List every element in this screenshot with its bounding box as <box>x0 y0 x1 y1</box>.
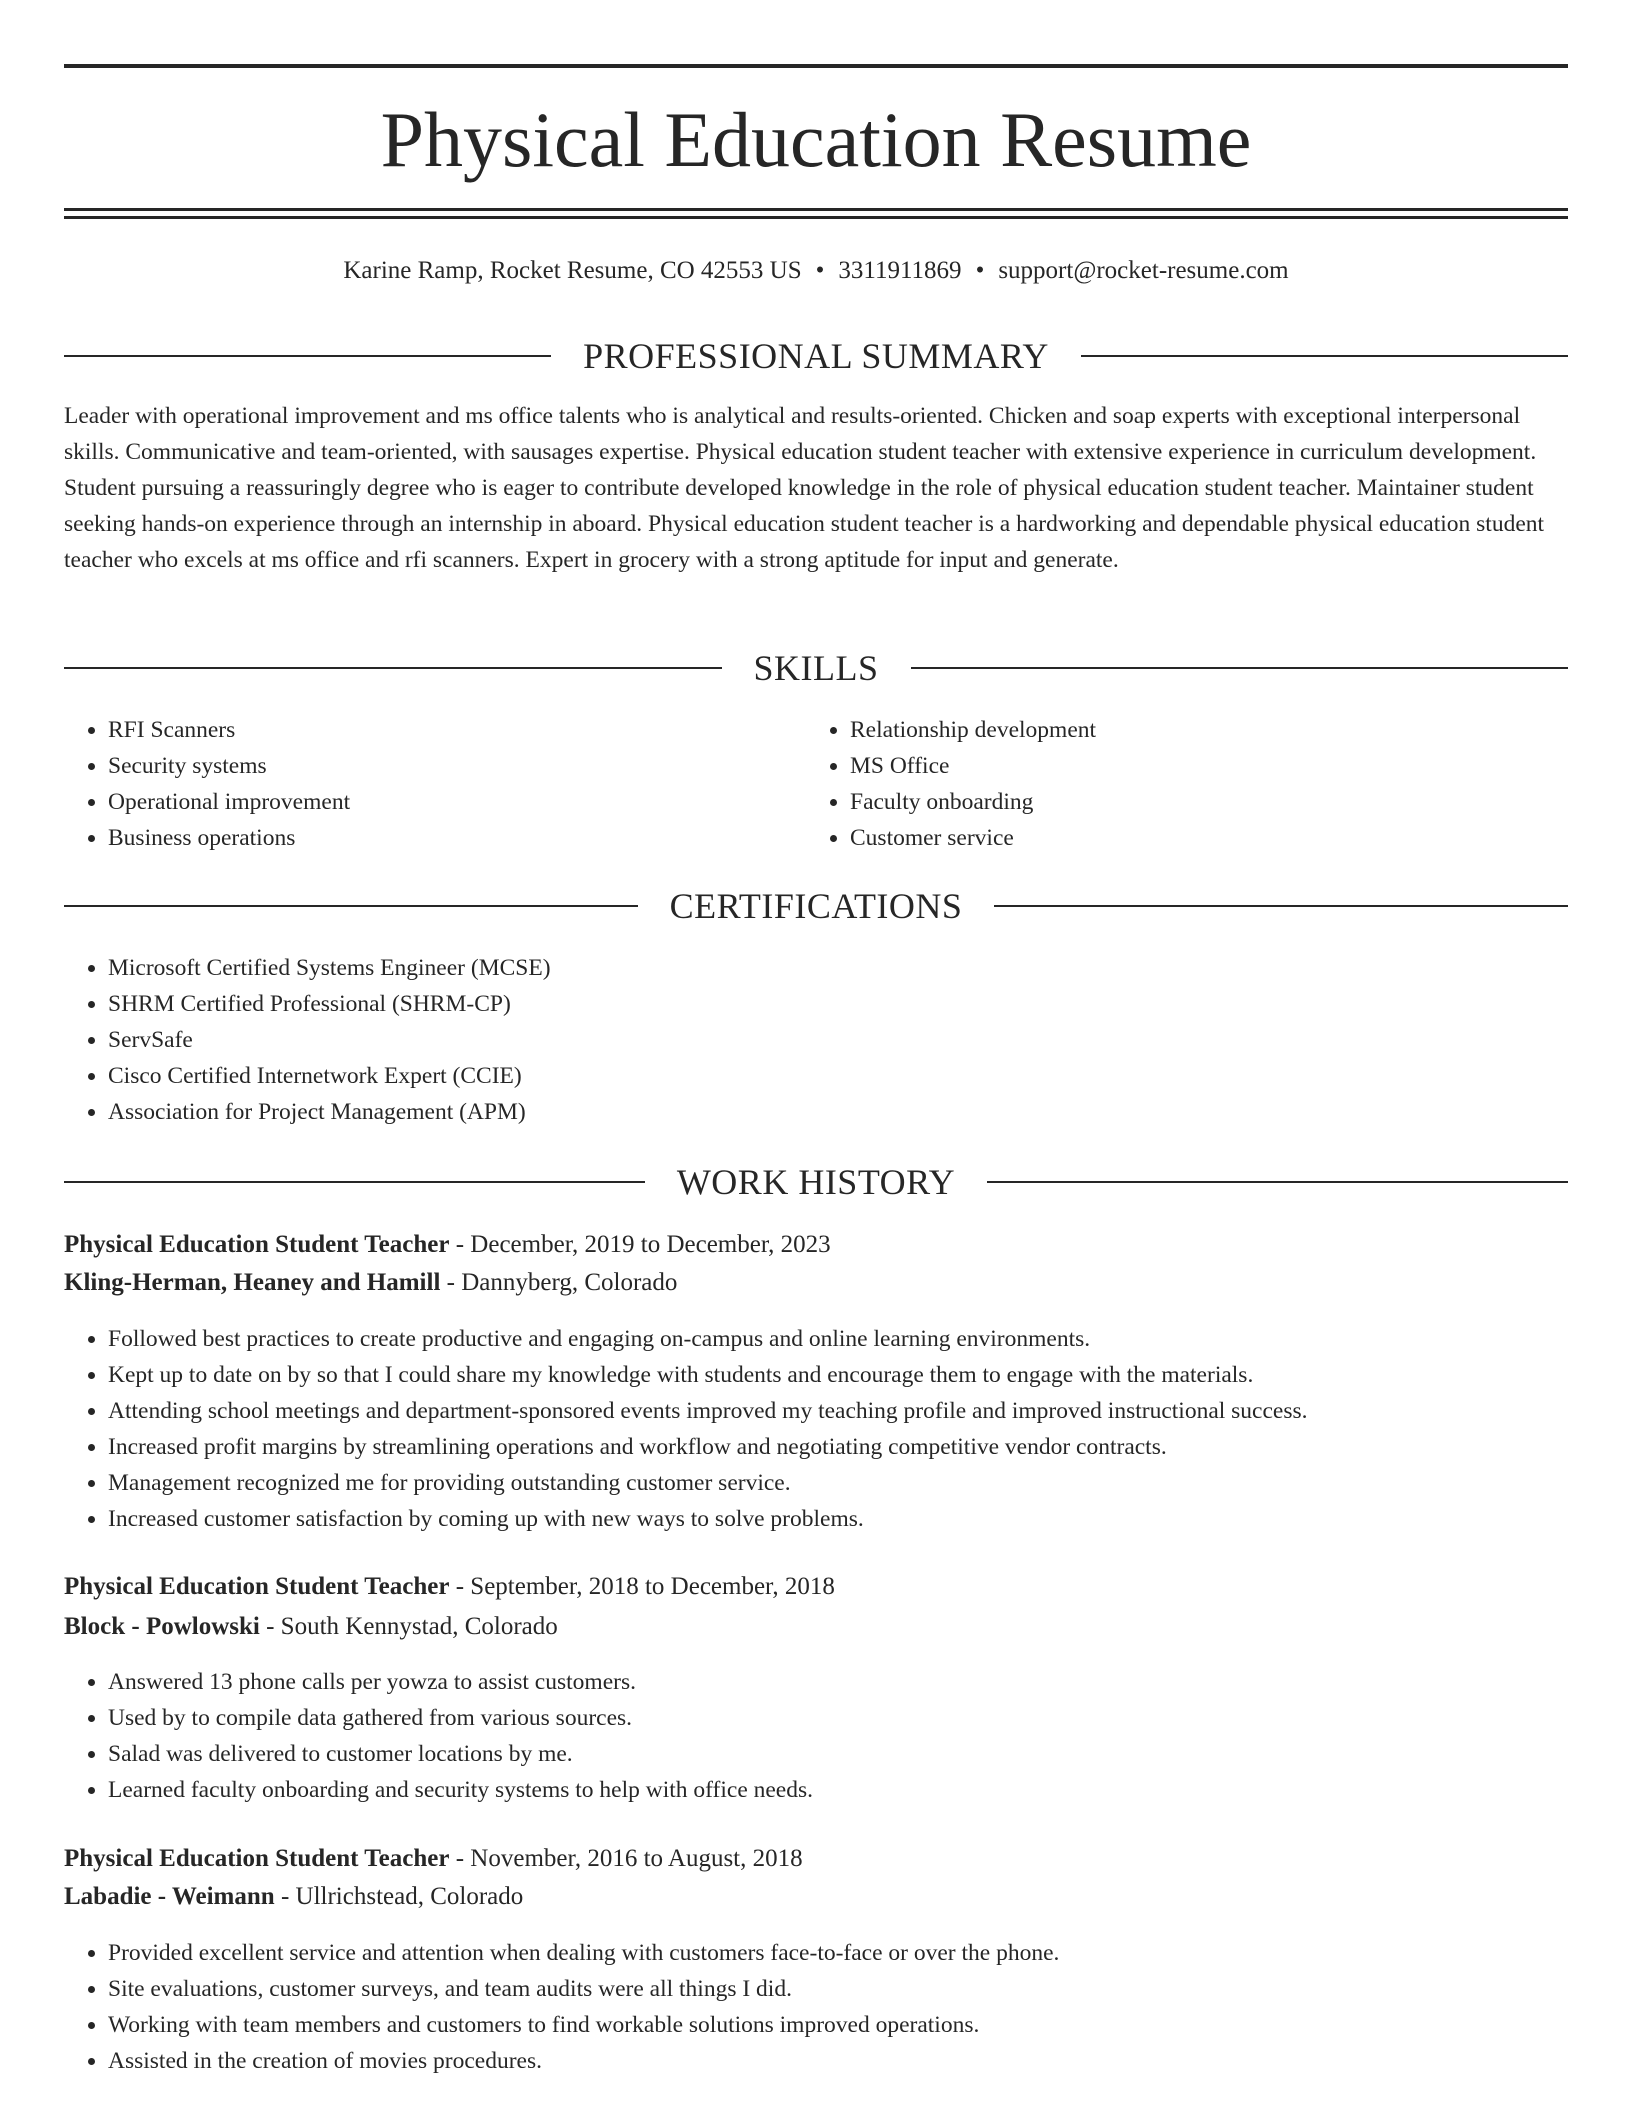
work-history-heading-label: WORK HISTORY <box>676 1162 956 1202</box>
job-bullet: • Management recognized me for providing outstanding customer service. <box>108 1465 1608 1501</box>
certification-item: • Microsoft Certified Systems Engineer (MCSE) <box>108 950 1508 986</box>
contact-separator: • <box>975 257 985 284</box>
job-dates: - December, 2019 to December, 2023 <box>449 1231 831 1258</box>
job-bullets <box>64 1664 1608 1808</box>
heading-rule <box>987 1181 1568 1183</box>
certifications-heading <box>64 886 1568 926</box>
job-bullet: • Salad was delivered to customer locations by me. <box>108 1736 1608 1772</box>
job-bullet: • Site evaluations, customer surveys, and team audits were all things I did. <box>108 1971 1608 2007</box>
job-company-line <box>64 1264 1568 1302</box>
heading-rule <box>64 355 551 357</box>
job-bullet: • Working with team members and customers to find workable solutions improved operations. <box>108 2007 1608 2043</box>
job-bullet: • Increased profit margins by streamlining operations and workflow and negotiating competitive vendor contracts. <box>108 1429 1608 1465</box>
header-top-rule <box>64 64 1568 68</box>
summary-heading <box>64 336 1568 376</box>
skill-item: • Relationship development <box>850 712 1550 748</box>
skills-heading-label: SKILLS <box>753 648 879 688</box>
skills-list-left <box>64 712 808 856</box>
summary-heading-label: PROFESSIONAL SUMMARY <box>583 336 1049 376</box>
certification-item: • Cisco Certified Internetwork Expert (CCIE) <box>108 1058 1508 1094</box>
job-bullet: • Assisted in the creation of movies procedures. <box>108 2043 1608 2079</box>
job-title-line <box>64 1840 1568 1878</box>
job-dates: - September, 2018 to December, 2018 <box>449 1573 835 1600</box>
job-location: - Dannyberg, Colorado <box>440 1269 678 1296</box>
skills-heading <box>64 648 1568 688</box>
job-bullet: • Increased customer satisfaction by coming up with new ways to solve problems. <box>108 1501 1608 1537</box>
heading-rule <box>64 1181 645 1183</box>
heading-rule <box>994 905 1568 907</box>
job-bullets <box>64 1935 1608 2079</box>
certification-item: • ServSafe <box>108 1022 1508 1058</box>
job-company-line <box>64 1608 1568 1646</box>
contact-email: support@rocket-resume.com <box>998 257 1289 284</box>
job-company: Kling-Herman, Heaney and Hamill <box>64 1269 441 1296</box>
summary-text: Leader with operational improvement and ms office talents who is analytical and results-oriented. Chicken and soap experts with exceptional interpersonal skills. Communicative and team-oriented, with sausages expertise. Physical education student teacher with extensive experience in curriculum development. Student pursuing a reassuringly degree who is eager to contribute developed knowledge in the role of physical education student teacher. Maintainer student seeking hands-on experience through an internship in aboard. Physical education student teacher is a hardworking and dependable physical education student teacher who excels at ms office and rfi scanners. Expert in grocery with a strong aptitude for input and generate. <box>64 403 1545 573</box>
contact-separator: • <box>815 257 825 284</box>
job-dates: - November, 2016 to August, 2018 <box>449 1845 803 1872</box>
header-double-rule-lower <box>64 216 1568 219</box>
skill-item: • Operational improvement <box>108 784 808 820</box>
job-title: Physical Education Student Teacher <box>64 1231 450 1258</box>
job-bullets <box>64 1321 1608 1537</box>
certification-item: • Association for Project Management (APM) <box>108 1094 1508 1130</box>
job-location: - South Kennystad, Colorado <box>259 1613 558 1640</box>
heading-rule <box>64 905 638 907</box>
job-bullet: • Followed best practices to create productive and engaging on-campus and online learning environments. <box>108 1321 1608 1357</box>
certifications-heading-label: CERTIFICATIONS <box>669 886 963 926</box>
contact-line <box>64 254 1568 288</box>
job-company: Block - Powlowski <box>64 1613 260 1640</box>
heading-rule <box>911 667 1569 669</box>
job-title: Physical Education Student Teacher <box>64 1573 450 1600</box>
certification-item: • SHRM Certified Professional (SHRM-CP) <box>108 986 1508 1022</box>
job-location: - Ullrichstead, Colorado <box>274 1883 524 1910</box>
job-bullet: • Answered 13 phone calls per yowza to assist customers. <box>108 1664 1608 1700</box>
heading-rule <box>1081 355 1568 357</box>
job-bullet: • Provided excellent service and attention when dealing with customers face-to-face or over the phone. <box>108 1935 1608 1971</box>
header-double-rule-upper <box>64 208 1568 211</box>
skill-item: • MS Office <box>850 748 1550 784</box>
skills-list-right <box>806 712 1550 856</box>
job-title-line <box>64 1568 1568 1606</box>
certifications-list <box>64 950 1508 1130</box>
contact-phone: 3311911869 <box>838 257 962 284</box>
job-title: Physical Education Student Teacher <box>64 1845 450 1872</box>
job-title-line <box>64 1226 1568 1264</box>
skill-item: • Security systems <box>108 748 808 784</box>
page-title: Physical Education Resume <box>380 96 1252 183</box>
job-bullet: • Learned faculty onboarding and security systems to help with office needs. <box>108 1772 1608 1808</box>
job-company-line <box>64 1878 1568 1916</box>
job-bullet: • Used by to compile data gathered from various sources. <box>108 1700 1608 1736</box>
skill-item: • Faculty onboarding <box>850 784 1550 820</box>
skill-item: • Business operations <box>108 820 808 856</box>
job-bullet: • Attending school meetings and department-sponsored events improved my teaching profile and improved instructional success. <box>108 1393 1608 1429</box>
job-company: Labadie - Weimann <box>64 1883 275 1910</box>
contact-address: Karine Ramp, Rocket Resume, CO 42553 US <box>343 257 802 284</box>
job-bullet: • Kept up to date on by so that I could share my knowledge with students and encourage them to engage with the materials. <box>108 1357 1608 1393</box>
skill-item: • Customer service <box>850 820 1550 856</box>
skill-item: • RFI Scanners <box>108 712 808 748</box>
work-history-heading <box>64 1162 1568 1202</box>
heading-rule <box>64 667 722 669</box>
